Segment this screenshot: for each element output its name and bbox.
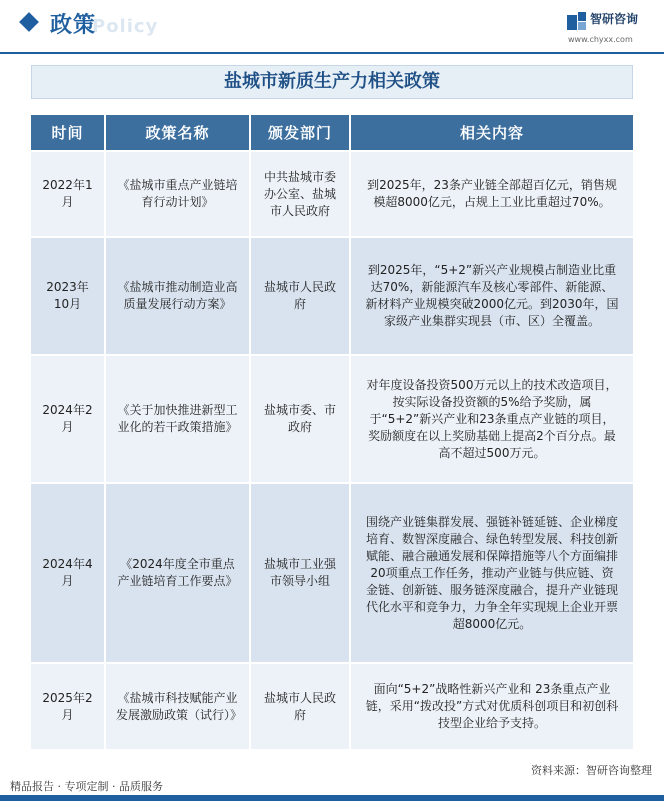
cell-policy-name: 《盐城市重点产业链培育行动计划》 — [105, 151, 250, 237]
cell-content: 面向“5+2”战略性新兴产业和 23条重点产业链，采用“拨改投”方式对优质科创项目和初创科技型企业给予支持。 — [350, 663, 633, 749]
table-row — [31, 355, 633, 483]
footer-tagline: 精品报告 · 专项定制 · 品质服务 — [10, 780, 163, 793]
cell-date: 2025年2月 — [31, 663, 105, 749]
policy-table — [31, 115, 633, 749]
header-divider — [0, 52, 664, 54]
table-header-row — [31, 115, 633, 151]
cell-department: 中共盐城市委办公室、盐城市人民政府 — [250, 151, 350, 237]
cell-date: 2024年2月 — [31, 355, 105, 483]
cell-content: 到2025年，“5+2”新兴产业规模占制造业比重达70%，新能源汽车及核心零部件、新能源、新材料产业规模突破2000亿元。到2030年，国家级产业集群实现县（市、区）全覆盖。 — [350, 237, 633, 355]
cell-content: 围绕产业链集群发展、强链补链延链、企业梯度培育、数智深度融合、绿色转型发展、科技创新赋能、融合融通发展和保障措施等八个方面编排20项重点工作任务，推动产业链与供应链、资金链、创新链、服务链深度融合，提升产业链现代化水平和竞争力，力争全年实现规上企业开票超8000亿元。 — [350, 483, 633, 663]
diamond-icon — [19, 12, 39, 32]
table-title: 盐城市新质生产力相关政策 — [31, 65, 633, 99]
cell-department: 盐城市人民政府 — [250, 237, 350, 355]
cell-content: 对年度设备投资500万元以上的技术改造项目，按实际设备投资额的5%给予奖励，属于“5+2”新兴产业和23条重点产业链的项目，奖励额度在以上奖励基础上提高2个百分点。最高不超过500万元。 — [350, 355, 633, 483]
cell-department: 盐城市工业强市领导小组 — [250, 483, 350, 663]
cell-date: 2022年1月 — [31, 151, 105, 237]
column-header-name: 政策名称 — [105, 115, 250, 151]
cell-date: 2024年4月 — [31, 483, 105, 663]
cell-department: 盐城市人民政府 — [250, 663, 350, 749]
cell-date: 2023年10月 — [31, 237, 105, 355]
cell-policy-name: 《关于加快推进新型工业化的若干政策措施》 — [105, 355, 250, 483]
brand-name: 智研咨询 — [590, 12, 639, 26]
cell-department: 盐城市委、市政府 — [250, 355, 350, 483]
column-header-content: 相关内容 — [350, 115, 633, 151]
table-row — [31, 663, 633, 749]
table-row — [31, 151, 633, 237]
brand-logo-icon — [567, 12, 587, 32]
page-header — [0, 0, 664, 50]
source-note: 资料来源：智研咨询整理 — [531, 764, 652, 777]
cell-policy-name: 《盐城市推动制造业高质量发展行动方案》 — [105, 237, 250, 355]
cell-policy-name: 《2024年度全市重点产业链培育工作要点》 — [105, 483, 250, 663]
table-row — [31, 237, 633, 355]
footer-bar — [0, 795, 664, 801]
column-header-date: 时间 — [31, 115, 105, 151]
table-row — [31, 483, 633, 663]
cell-content: 到2025年，23条产业链全部超百亿元，销售规模超8000亿元，占规上工业比重超过70%。 — [350, 151, 633, 237]
column-header-dept: 颁发部门 — [250, 115, 350, 151]
brand-url: www.chyxx.com — [568, 35, 633, 44]
cell-policy-name: 《盐城市科技赋能产业发展激励政策（试行）》 — [105, 663, 250, 749]
header-ghost-text: Policy — [92, 16, 159, 37]
page-title: 政策 — [50, 12, 97, 38]
